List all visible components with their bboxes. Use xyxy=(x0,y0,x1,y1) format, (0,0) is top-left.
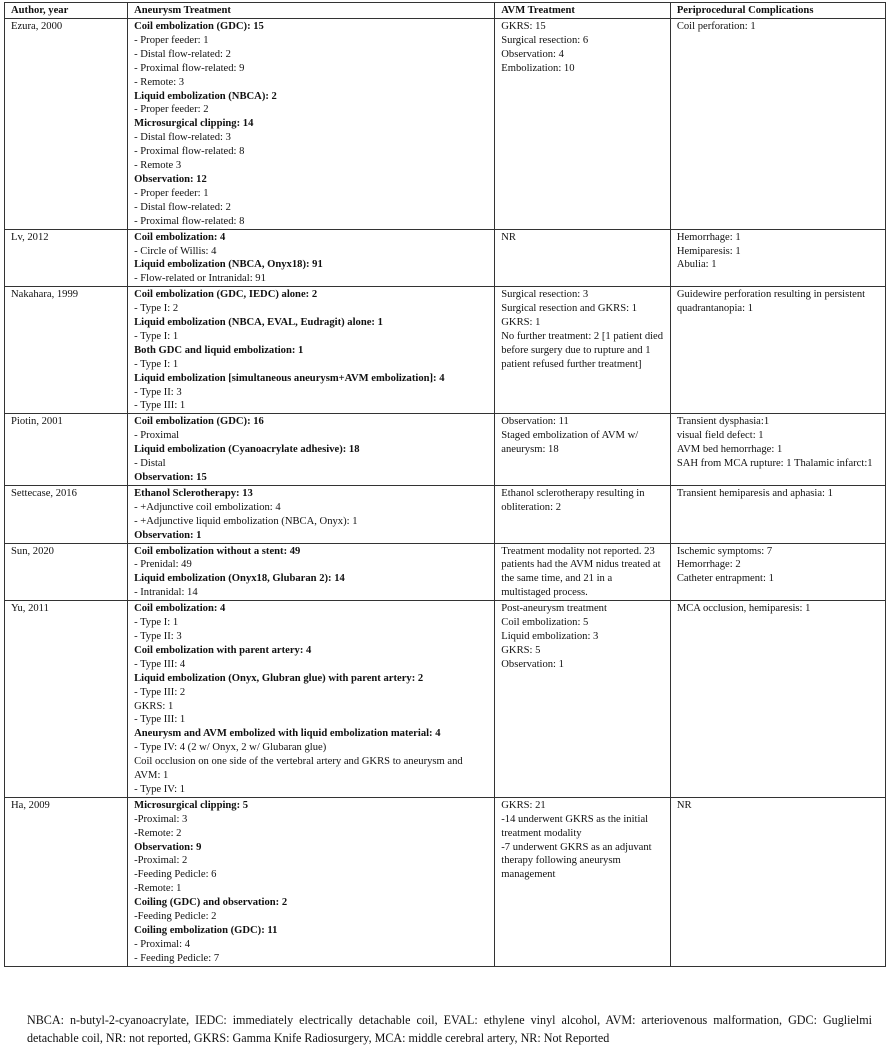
cell-author: Piotin, 2001 xyxy=(5,414,128,486)
treatment-detail: - Proper feeder: 2 xyxy=(134,104,209,116)
cell-complications xyxy=(670,797,885,966)
avm-line: No further treatment: 2 [1 patient died before surgery due to rupture and 1 patient refused further treatment] xyxy=(501,330,664,370)
treatment-detail: - Distal flow-related: 3 xyxy=(134,132,231,144)
avm-line: Observation: 11 xyxy=(501,416,569,428)
complication-line: Hemiparesis: 1 xyxy=(676,245,741,257)
treatment-detail: - Type III: 1 xyxy=(134,714,186,726)
cell-avm-treatment xyxy=(495,485,671,543)
treatment-detail: - Feeding Pedicle: 7 xyxy=(134,952,220,964)
treatment-detail: - Proximal: 4 xyxy=(134,938,191,950)
treatment-detail: - Proximal flow-related: 8 xyxy=(134,215,245,227)
avm-line: Observation: 4 xyxy=(501,48,564,60)
avm-line: GKRS: 1 xyxy=(501,317,541,329)
avm-line: Post-aneurysm treatment xyxy=(501,603,607,615)
complication-line: Coil perforation: 1 xyxy=(676,21,756,32)
treatment-heading: Liquid embolization [simultaneous aneurysm+AVM embolization]: 4 xyxy=(134,372,445,384)
cell-avm-treatment xyxy=(495,414,671,486)
avm-line: Embolization: 10 xyxy=(501,62,575,74)
cell-author: Lv, 2012 xyxy=(5,229,128,287)
treatment-heading: Observation: 9 xyxy=(134,841,202,853)
treatment-heading: Observation: 15 xyxy=(134,472,207,483)
cell-complications xyxy=(670,287,885,414)
treatment-detail: -Proximal: 2 xyxy=(134,855,188,867)
cell-complications xyxy=(670,414,885,486)
avm-line: Observation: 1 xyxy=(501,658,564,670)
treatment-detail: GKRS: 1 xyxy=(134,700,174,712)
cell-aneurysm-treatment xyxy=(128,414,495,486)
header-aneurysm: Aneurysm Treatment xyxy=(128,3,495,19)
treatment-detail: - Type IV: 4 (2 w/ Onyx, 2 w/ Glubaran glue) xyxy=(134,742,327,754)
treatment-detail: - Distal flow-related: 2 xyxy=(134,48,231,60)
treatment-detail: - Type I: 2 xyxy=(134,303,179,315)
treatment-detail: - Proximal flow-related: 9 xyxy=(134,62,245,74)
treatment-detail: - Proximal flow-related: 8 xyxy=(134,146,245,158)
avm-line: Staged embolization of AVM w/ aneurysm: 18 xyxy=(501,430,639,456)
avm-line: Surgical resection and GKRS: 1 xyxy=(501,303,638,315)
complication-line: Abulia: 1 xyxy=(676,259,717,271)
treatment-detail: - Remote 3 xyxy=(134,160,182,172)
treatment-heading: Liquid embolization (Onyx, Glubran glue) with parent artery: 2 xyxy=(134,672,424,684)
cell-aneurysm-treatment xyxy=(128,797,495,966)
complication-line: MCA occlusion, hemiparesis: 1 xyxy=(676,603,811,615)
complication-line: Hemorrhage: 2 xyxy=(676,559,741,571)
avm-line: Surgical resection: 3 xyxy=(501,289,589,301)
cell-complications xyxy=(670,19,885,230)
cell-aneurysm-treatment xyxy=(128,287,495,414)
treatment-heading: Coil embolization without a stent: 49 xyxy=(134,545,301,557)
treatment-heading: Aneurysm and AVM embolized with liquid embolization material: 4 xyxy=(134,728,441,740)
treatment-detail: - Distal flow-related: 2 xyxy=(134,201,231,213)
treatment-heading: Liquid embolization (NBCA, Onyx18): 91 xyxy=(134,259,323,271)
treatment-heading: Coiling embolization (GDC): 11 xyxy=(134,925,278,936)
avm-line: Ethanol sclerotherapy resulting in obliteration: 2 xyxy=(501,487,645,513)
table-row xyxy=(5,601,886,798)
treatment-heading: Observation: 1 xyxy=(134,529,202,541)
complication-line: Guidewire perforation resulting in persistent quadrantanopia: 1 xyxy=(676,289,866,315)
cell-avm-treatment xyxy=(495,19,671,230)
cell-avm-treatment xyxy=(495,287,671,414)
complication-line: AVM bed hemorrhage: 1 xyxy=(676,444,783,456)
table-row xyxy=(5,485,886,543)
complication-line: NR xyxy=(676,799,692,811)
complication-line: Hemorrhage: 1 xyxy=(676,231,741,243)
treatment-detail: - Type I: 1 xyxy=(134,617,179,629)
treatment-heading: Coil embolization (GDC): 16 xyxy=(134,416,264,428)
treatment-heading: Coil embolization: 4 xyxy=(134,231,226,243)
cell-complications xyxy=(670,229,885,287)
cell-aneurysm-treatment xyxy=(128,19,495,230)
complication-line: Catheter entrapment: 1 xyxy=(676,573,774,585)
treatment-heading: Coil embolization: 4 xyxy=(134,603,226,615)
table-row xyxy=(5,19,886,230)
treatment-detail: - Intranidal: 14 xyxy=(134,587,198,599)
avm-line: Coil embolization: 5 xyxy=(501,617,589,629)
treatment-heading: Coil embolization (GDC, IEDC) alone: 2 xyxy=(134,289,318,301)
treatment-detail: Coil occlusion on one side of the vertebral artery and GKRS to aneurysm and AVM: 1 xyxy=(134,756,463,782)
cell-aneurysm-treatment xyxy=(128,543,495,601)
cell-avm-treatment xyxy=(495,543,671,601)
treatment-detail: - Prenidal: 49 xyxy=(134,559,192,571)
cell-complications xyxy=(670,601,885,798)
table-row xyxy=(5,414,886,486)
treatment-detail: - Distal xyxy=(134,458,166,470)
treatment-heading: Coil embolization (GDC): 15 xyxy=(134,21,264,32)
cell-author: Yu, 2011 xyxy=(5,601,128,798)
complication-line: Transient dysphasia:1 xyxy=(676,416,770,428)
header-avm: AVM Treatment xyxy=(495,3,671,19)
header-complications: Periprocedural Complications xyxy=(670,3,885,19)
treatment-detail: - Proximal xyxy=(134,430,180,442)
treatment-detail: - Remote: 3 xyxy=(134,76,185,88)
treatment-heading: Microsurgical clipping: 14 xyxy=(134,118,254,130)
complication-line: SAH from MCA rupture: 1 Thalamic infarct:1 xyxy=(676,458,873,470)
treatment-heading: Microsurgical clipping: 5 xyxy=(134,799,249,811)
treatment-detail: - +Adjunctive coil embolization: 4 xyxy=(134,501,281,513)
cell-author: Ezura, 2000 xyxy=(5,19,128,230)
table-row xyxy=(5,797,886,966)
treatment-detail: -Feeding Pedicle: 6 xyxy=(134,869,217,881)
avm-line: -7 underwent GKRS as an adjuvant therapy following aneurysm management xyxy=(501,841,652,881)
treatment-detail: -Feeding Pedicle: 2 xyxy=(134,911,217,923)
cell-avm-treatment xyxy=(495,229,671,287)
cell-aneurysm-treatment xyxy=(128,485,495,543)
cell-complications xyxy=(670,485,885,543)
complication-line: Transient hemiparesis and aphasia: 1 xyxy=(676,487,833,499)
treatment-detail: - Circle of Willis: 4 xyxy=(134,245,217,257)
complication-line: Ischemic symptoms: 7 xyxy=(676,545,773,557)
cell-avm-treatment xyxy=(495,797,671,966)
treatment-detail: - Type II: 3 xyxy=(134,386,182,398)
cell-author: Ha, 2009 xyxy=(5,797,128,966)
treatment-heading: Liquid embolization (NBCA, EVAL, Eudragit) alone: 1 xyxy=(134,317,383,329)
header-author: Author, year xyxy=(5,3,128,19)
treatment-heading: Both GDC and liquid embolization: 1 xyxy=(134,344,304,356)
treatment-heading: Coil embolization with parent artery: 4 xyxy=(134,644,312,656)
footnote: NBCA: n-butyl-2-cyanoacrylate, IEDC: immediately electrically detachable coil, EVAL: ethylene vinyl alcohol, AVM: arteriovenous malformation, GDC: Guglielmi detachable coil, NR: not reported, GKRS: Gamma Knife Radiosurgery, MCA: middle cerebral artery, NR: Not Reported xyxy=(27,1013,872,1045)
treatment-detail: - Proper feeder: 1 xyxy=(134,34,209,46)
treatment-detail: - Type I: 1 xyxy=(134,330,179,342)
treatment-heading: Coiling (GDC) and observation: 2 xyxy=(134,897,288,909)
cell-author: Settecase, 2016 xyxy=(5,485,128,543)
treatment-heading: Liquid embolization (Cyanoacrylate adhesive): 18 xyxy=(134,444,360,456)
treatment-detail: - Flow-related or Intranidal: 91 xyxy=(134,273,266,285)
cell-author: Sun, 2020 xyxy=(5,543,128,601)
treatment-heading: Liquid embolization (Onyx18, Glubaran 2): 14 xyxy=(134,573,345,585)
treatment-detail: - Type I: 1 xyxy=(134,358,179,370)
avm-line: GKRS: 21 xyxy=(501,799,546,811)
treatment-detail: - Type III: 4 xyxy=(134,658,186,670)
treatment-heading: Ethanol Sclerotherapy: 13 xyxy=(134,487,253,499)
avm-line: GKRS: 5 xyxy=(501,644,541,656)
treatment-detail: -Remote: 2 xyxy=(134,827,182,839)
treatment-table xyxy=(4,2,886,967)
treatment-detail: - Type IV: 1 xyxy=(134,783,186,795)
table-row xyxy=(5,287,886,414)
treatment-detail: - +Adjunctive liquid embolization (NBCA, Onyx): 1 xyxy=(134,515,358,527)
table-row xyxy=(5,229,886,287)
avm-line: Liquid embolization: 3 xyxy=(501,630,599,642)
header-row xyxy=(5,3,886,19)
avm-line: GKRS: 15 xyxy=(501,21,546,32)
table-row xyxy=(5,543,886,601)
cell-aneurysm-treatment xyxy=(128,229,495,287)
complication-line: visual field defect: 1 xyxy=(676,430,764,442)
treatment-detail: -Proximal: 3 xyxy=(134,813,188,825)
avm-line: -14 underwent GKRS as the initial treatment modality xyxy=(501,813,649,839)
treatment-heading: Observation: 12 xyxy=(134,173,207,185)
table-body xyxy=(5,19,886,967)
treatment-detail: - Type III: 2 xyxy=(134,686,186,698)
cell-aneurysm-treatment xyxy=(128,601,495,798)
cell-author: Nakahara, 1999 xyxy=(5,287,128,414)
treatment-detail: -Remote: 1 xyxy=(134,883,182,895)
treatment-detail: - Type II: 3 xyxy=(134,630,182,642)
cell-avm-treatment xyxy=(495,601,671,798)
avm-line: NR xyxy=(501,231,516,243)
avm-line: Surgical resection: 6 xyxy=(501,34,589,46)
treatment-detail: - Proper feeder: 1 xyxy=(134,187,209,199)
avm-line: Treatment modality not reported. 23 patients had the AVM nidus treated at the same time, and 21 in a multistaged process. xyxy=(501,545,661,599)
cell-complications xyxy=(670,543,885,601)
treatment-heading: Liquid embolization (NBCA): 2 xyxy=(134,90,277,102)
treatment-detail: - Type III: 1 xyxy=(134,400,186,412)
